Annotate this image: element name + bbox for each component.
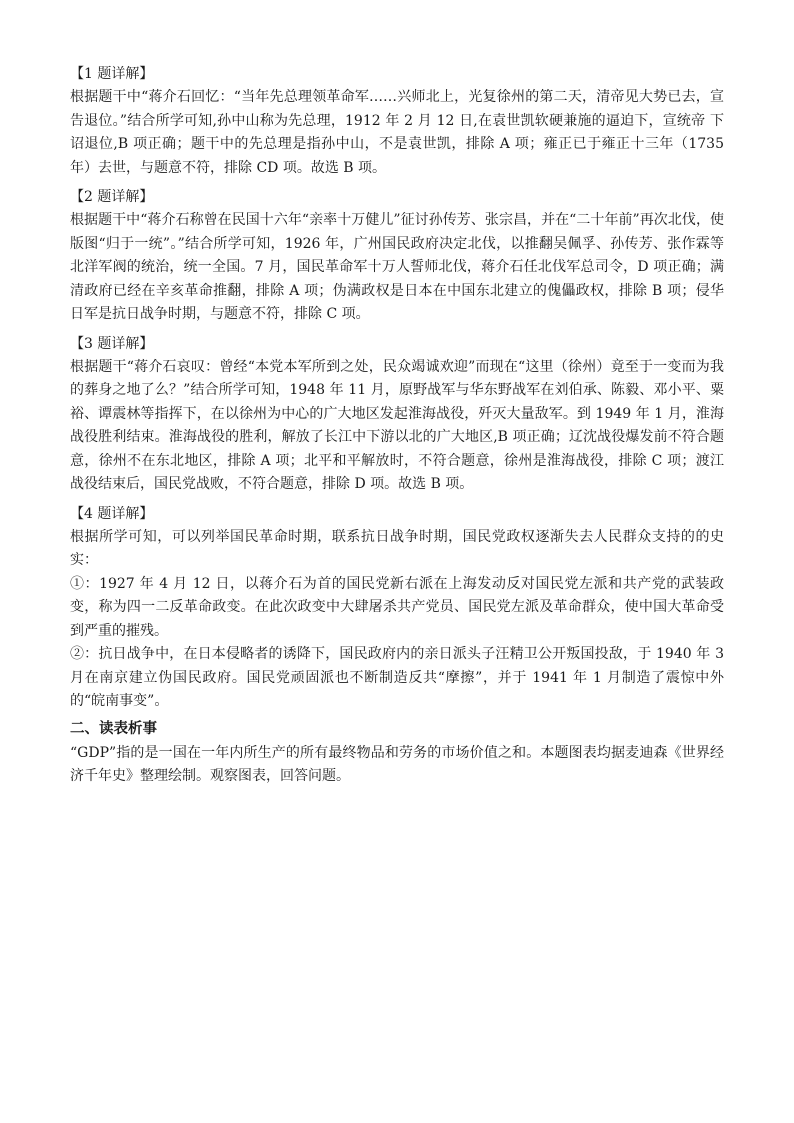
section-4-paragraph-1: 根据所学可知，可以列举国民革命时期，联系抗日战争时期，国民党政权逐渐失去人民群众支持的的史实： <box>70 528 724 568</box>
section-1-label: 【1 题详解】 <box>70 66 154 82</box>
section-1 <box>70 62 724 180</box>
section-2-label: 【2 题详解】 <box>70 189 154 205</box>
section-3-label: 【3 题详解】 <box>70 335 154 352</box>
document-page <box>70 62 724 789</box>
section-2 <box>70 185 724 327</box>
section-4-label: 【4 题详解】 <box>70 505 154 522</box>
section-2-paragraph-1: 根据题干中“蒋介石称曾在民国十六年“亲率十万健儿”征讨孙传芳、张宗昌，并在“二十年前”再次北伐，使版图“归于一统”。”结合所学可知，1926 年，广州国民政府决定北伐，以推翻吴佩孚、孙传芳、张作霖等北洋军阀的统治，统一全国。7 月，国民革命军十万人誓师北伐，蒋介石任北伐军总司令，D 项正确；满清政府已经在辛亥革命推翻，排除 A 项；伪满政权是日本在中国东北建立的傀儡政权，排除 B 项；侵华日军是抗日战争时期，与题意不符，排除 C 项。 <box>70 212 724 322</box>
part-two-intro: “GDP”指的是一国在一年内所生产的所有最终物品和劳务的市场价值之和。本题图表均据麦迪森《世界经济千年史》整理绘制。观察图表，回答问题。 <box>70 744 724 784</box>
section-1-paragraph-1: 根据题干中“蒋介石回忆：“当年先总理领革命军……兴师北上，光复徐州的第二天，清帝见大势已去，宣告退位。”结合所学可知,孙中山称为先总理，1912 年 2 月 12 日,在袁世凯软硬兼施的逼迫下，宣统帝 下诏退位,B 项正确；题干中的先总理是指孙中山，不是袁世凯，排除 A 项；雍正已于雍正十三年（1735 年）去世，与题意不符，排除 CD 项。故选 B 项。 <box>70 89 724 176</box>
part-two-heading: 二、读表析事 <box>70 720 157 737</box>
section-4-paragraph-3: ②：抗日战争中，在日本侵略者的诱降下，国民政府内的亲日派头子汪精卫公开叛国投敌，于 1940 年 3 月在南京建立伪国民政府。国民党顽固派也不断制造反共“摩擦”，并于 1941 年 1 月制造了震惊中外的“皖南事变”。 <box>70 646 724 709</box>
section-3-paragraph-1: 根据题干“蒋介石哀叹：曾经“本党本军所到之处，民众竭诚欢迎”而现在“这里（徐州）竟至于一变而为我的葬身之地了么？”结合所学可知，1948 年 11 月，原野战军与华东野战军在刘伯承、陈毅、邓小平、粟裕、谭震林等指挥下，在以徐州为中心的广大地区发起淮海战役，歼灭大量敌军。到 1949 年 1 月，淮海战役胜利结束。淮海战役的胜利，解放了长江中下游以北的广大地区,B 项正确；辽沈战役爆发前不符合题意，徐州不在东北地区，排除 A 项；北平和平解放时，不符合题意，徐州是淮海战役，排除 C 项；渡江战役结束后，国民党战败，不符合题意，排除 D 项。故选 B 项。 <box>70 358 724 492</box>
section-3 <box>70 332 724 497</box>
section-4-paragraph-2: ①：1927 年 4 月 12 日，以蒋介石为首的国民党新右派在上海发动反对国民党左派和共产党的武装政变，称为四一二反革命政变。在此次政变中大肆屠杀共产党员、国民党左派及革命群众，使中国大革命受到严重的摧残。 <box>70 575 724 639</box>
section-4 <box>70 502 724 714</box>
